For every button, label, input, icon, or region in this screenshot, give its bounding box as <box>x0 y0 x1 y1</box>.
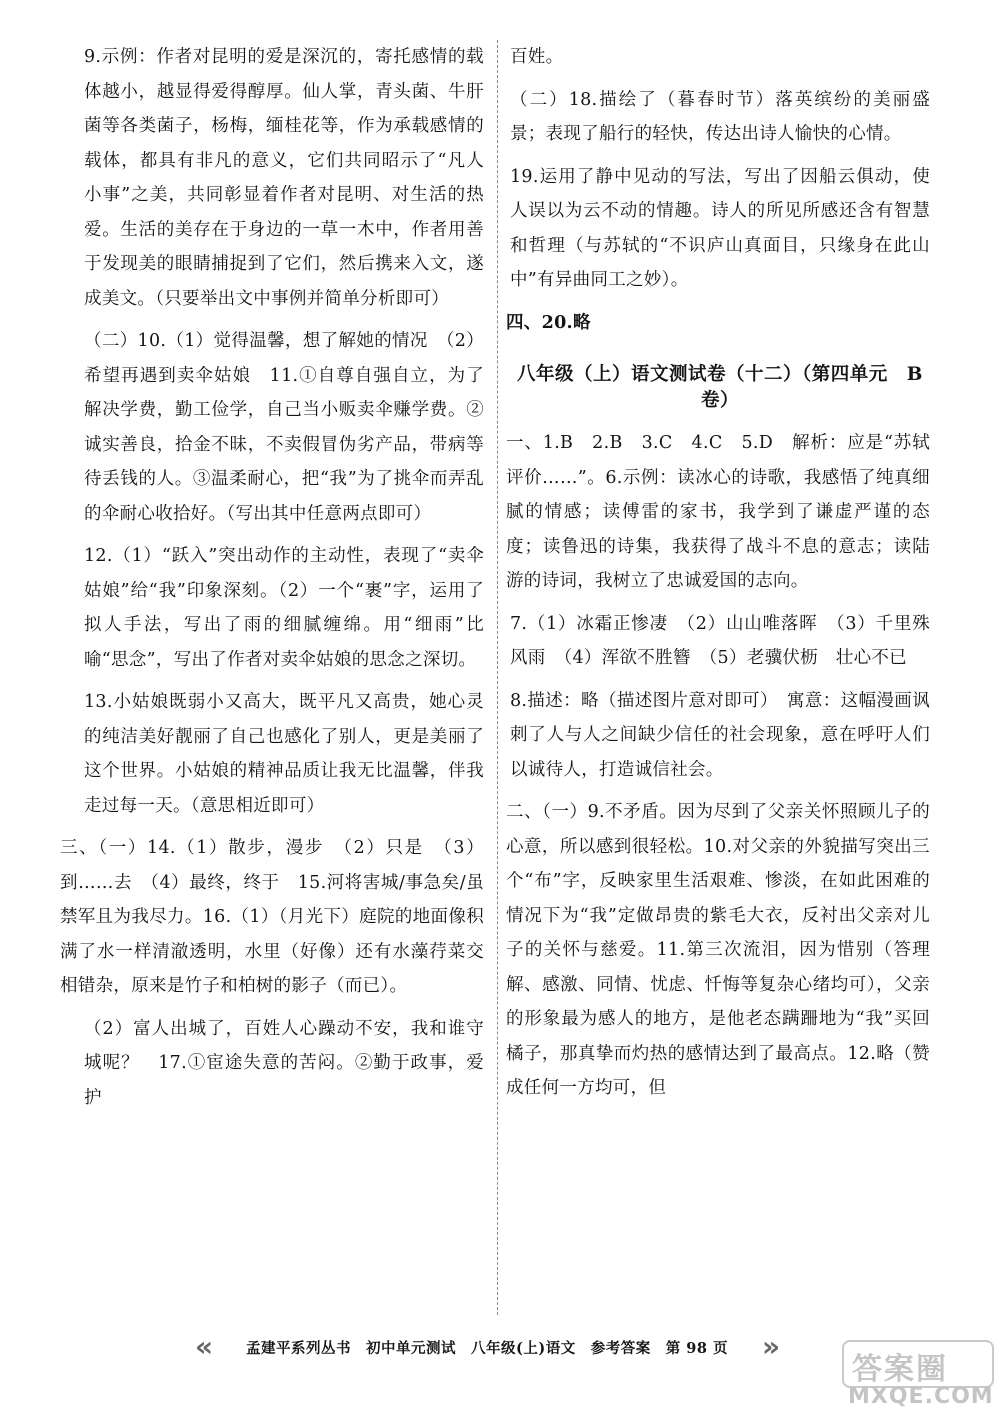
answer-16-2-17: （2）富人出城了，百姓人心躁动不安，我和谁守城呢？ 17.①宦途失意的苦闷。②勤于政事，爱护 <box>84 1018 484 1108</box>
watermark <box>842 1340 992 1410</box>
answer-8: 8.描述：略（描述图片意对即可） 寓意：这幅漫画讽刺了人与人之间缺少信任的社会现象，意在呼吁人们以诚待人，打造诚信社会。 <box>510 690 930 780</box>
answer-17-continued: 百姓。 <box>510 47 564 67</box>
answer-10-11: （二）10.（1）觉得温馨，想了解她的情况 （2）希望再遇到卖伞姑娘 11.①自尊自强自立，为了解决学费，勤工俭学，自己当小贩卖伞赚学费。②诚实善良，拾金不昧，不卖假冒伪劣产品，带病等待丢钱的人。③温柔耐心，把“我”为了挑伞而弄乱的伞耐心收拾好。（写出其中任意两点即可） <box>84 331 484 524</box>
test-title: 八年级（上）语文测试卷（十二）（第四单元 B卷） <box>517 364 923 411</box>
section-3-answers: 三、（一）14.（1）散步，漫步 （2）只是 （3）到……去 （4）最终，终于 15.河将害城/事急矣/虽禁军且为我尽力。16.（1）（月光下）庭院的地面像积满了水一样清澈透明，水里（好像）还有水藻荇菜交相错杂，原来是竹子和柏树的影子（而已）。 <box>60 838 484 996</box>
left-arrow-icon: « <box>195 1330 214 1363</box>
right-column <box>506 40 930 1106</box>
answer-7: 7.（1）冰霜正惨凄 （2）山山唯落晖 （3）千里殊风雨 （4）浑欲不胜簪 （5）老骥伏枥 壮心不已 <box>510 613 930 668</box>
answer-13: 13.小姑娘既弱小又高大，既平凡又高贵，她心灵的纯洁美好靓丽了自己也感化了别人，更是美丽了这个世界。小姑娘的精神品质让我无比温馨，伴我走过每一天。（意思相近即可） <box>84 692 484 816</box>
right-arrow-icon: » <box>762 1330 781 1363</box>
answer-19: 19.运用了静中见动的写法，写出了因船云俱动，使人误以为云不动的情趣。诗人的所见所感还含有智慧和哲理（与苏轼的“不识庐山真面目，只缘身在此山中”有异曲同工之妙）。 <box>510 166 930 290</box>
watermark-logo: 答案圈 <box>852 1352 948 1387</box>
left-column <box>60 40 484 1115</box>
answer-12: 12.（1）“跃入”突出动作的主动性，表现了“卖伞姑娘”给“我”印象深刻。（2）一个“裹”字，运用了拟人手法，写出了雨的细腻缠绵。用“细雨”比喻“思念”，写出了作者对卖伞姑娘的思念之深切。 <box>84 546 484 670</box>
answer-9: 9.示例：作者对昆明的爱是深沉的，寄托感情的载体越小，越显得爱得醇厚。仙人掌，青头菌、牛肝菌等各类菌子，杨梅，缅桂花等，作为承载感情的载体，都具有非凡的意义，它们共同昭示了“凡人小事”之美，共同彰显着作者对昆明、对生活的热爱。生活的美存在于身边的一草一木中，作者用善于发现美的眼睛捕捉到了它们，然后携来入文，遂成美文。（只要举出文中事例并简单分析即可） <box>84 47 484 309</box>
section-1-answers: 一、1.B 2.B 3.C 4.C 5.D 解析：应是“苏轼评价……”。6.示例：读冰心的诗歌，我感悟了纯真细腻的情感；读傅雷的家书，我学到了谦虚严谨的态度；读鲁迅的诗集，我获得了战斗不息的意志；读陆游的诗词，我树立了忠诚爱国的志向。 <box>506 433 930 591</box>
answer-20: 四、20.略 <box>506 312 591 333</box>
watermark-url: MXQE.COM <box>848 1384 994 1409</box>
section-2-answers: 二、（一）9.不矛盾。因为尽到了父亲关怀照顾儿子的心意，所以感到很轻松。10.对父亲的外貌描写突出三个“布”字，反映家里生活艰难、惨淡，在如此困难的情况下为“我”定做昂贵的紫毛大衣，反衬出父亲对儿子的关怀与慈爱。11.第三次流泪，因为惜别（答理解、感激、同情、忧虑、忏悔等复杂心绪均可），父亲的形象最为感人的地方，是他老态蹒跚地为“我”买回橘子，那真挚而灼热的感情达到了最高点。12.略（赞成任何一方均可，但 <box>506 802 930 1098</box>
column-divider <box>497 40 498 1315</box>
footer-text: 孟建平系列丛书 初中单元测试 八年级(上)语文 参考答案 第 98 页 <box>246 1340 728 1357</box>
answer-18: （二）18.描绘了（暮春时节）落英缤纷的美丽盛景；表现了船行的轻快，传达出诗人愉快的心情。 <box>510 89 930 144</box>
